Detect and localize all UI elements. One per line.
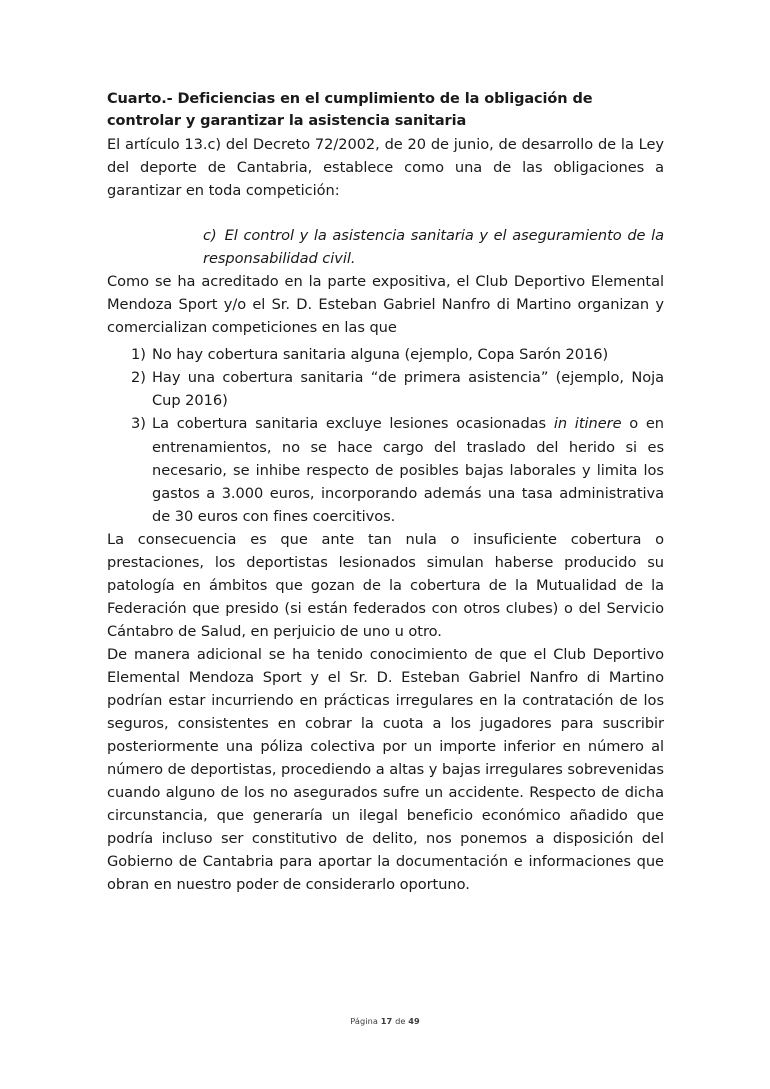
block-quote-decree-clause bbox=[107, 224, 664, 270]
page-footer bbox=[0, 1016, 770, 1026]
quote-clause-text: El control y la asistencia sanitaria y el aseguramiento de la responsabilidad civil. bbox=[203, 227, 664, 268]
list-item bbox=[107, 343, 664, 366]
paragraph-accredited-facts: Como se ha acreditado en la parte expositiva, el Club Deportivo Elemental Mendoza Sport y/o el Sr. D. Esteban Gabriel Nanfro di Martino organizan y comercializan competiciones en las que bbox=[107, 273, 664, 337]
footer-current-page: 17 bbox=[380, 1016, 393, 1026]
list-item bbox=[107, 366, 664, 412]
quote-clause-marker: c) bbox=[203, 227, 217, 245]
numbered-list-findings bbox=[107, 343, 664, 527]
section-heading: Cuarto.- Deficiencias en el cumplimiento de la obligación de controlar y garantizar la asistencia sanitaria bbox=[107, 91, 593, 130]
paragraph-consequence: La consecuencia es que ante tan nula o insuficiente cobertura o prestaciones, los deportistas lesionados simulan haberse producido su patología en ámbitos que gozan de la cobertura de la Mutualidad de la Federación que presido (si están federados con otros clubes) o del Servicio Cántabro de Salud, en perjuicio de uno u otro. bbox=[107, 530, 664, 640]
list-item bbox=[107, 412, 664, 527]
footer-label-page: Página bbox=[350, 1016, 379, 1026]
footer-label-of: de bbox=[395, 1016, 406, 1026]
list-item-text: Hay una cobertura sanitaria “de primera asistencia” (ejemplo, Noja Cup 2016) bbox=[152, 369, 664, 410]
footer-total-pages: 49 bbox=[408, 1016, 420, 1026]
document-body bbox=[107, 88, 664, 896]
list-item-text-lead: La cobertura sanitaria excluye lesiones ocasionadas bbox=[152, 415, 554, 433]
list-item-text: No hay cobertura sanitaria alguna (ejemplo, Copa Sarón 2016) bbox=[152, 346, 609, 364]
paragraph-additional-findings: De manera adicional se ha tenido conocimiento de que el Club Deportivo Elemental Mendoza Sport y el Sr. D. Esteban Gabriel Nanfro di Martino podrían estar incurriendo en prácticas irregulares en la contratación de los seguros, consistentes en cobrar la cuota a los jugadores para suscribir posteriormente una póliza colectiva por un importe inferior en número al número de deportistas, procediendo a altas y bajas irregulares sobrevenidas cuando alguno de los no asegurados sufre un accidente. Respecto de dicha circunstancia, que generaría un ilegal beneficio económico añadido que podría incluso ser constitutivo de delito, nos ponemos a disposición del Gobierno de Cantabria para aportar la documentación e informaciones que obran en nuestro poder de considerarlo oportuno. bbox=[107, 645, 664, 894]
list-item-latin-term: in itinere bbox=[553, 415, 622, 433]
list-item-text-rest: o en entrenamientos, no se hace cargo del traslado del herido si es necesario, se inhibe respecto de posibles bajas laborales y limita los gastos a 3.000 euros, incorporando además una tasa administrativa de 30 euros con fines coercitivos. bbox=[152, 415, 664, 525]
paragraph-decree-reference: El artículo 13.c) del Decreto 72/2002, de 20 de junio, de desarrollo de la Ley del deporte de Cantabria, establece como una de las obligaciones a garantizar en toda competición: bbox=[107, 135, 664, 200]
